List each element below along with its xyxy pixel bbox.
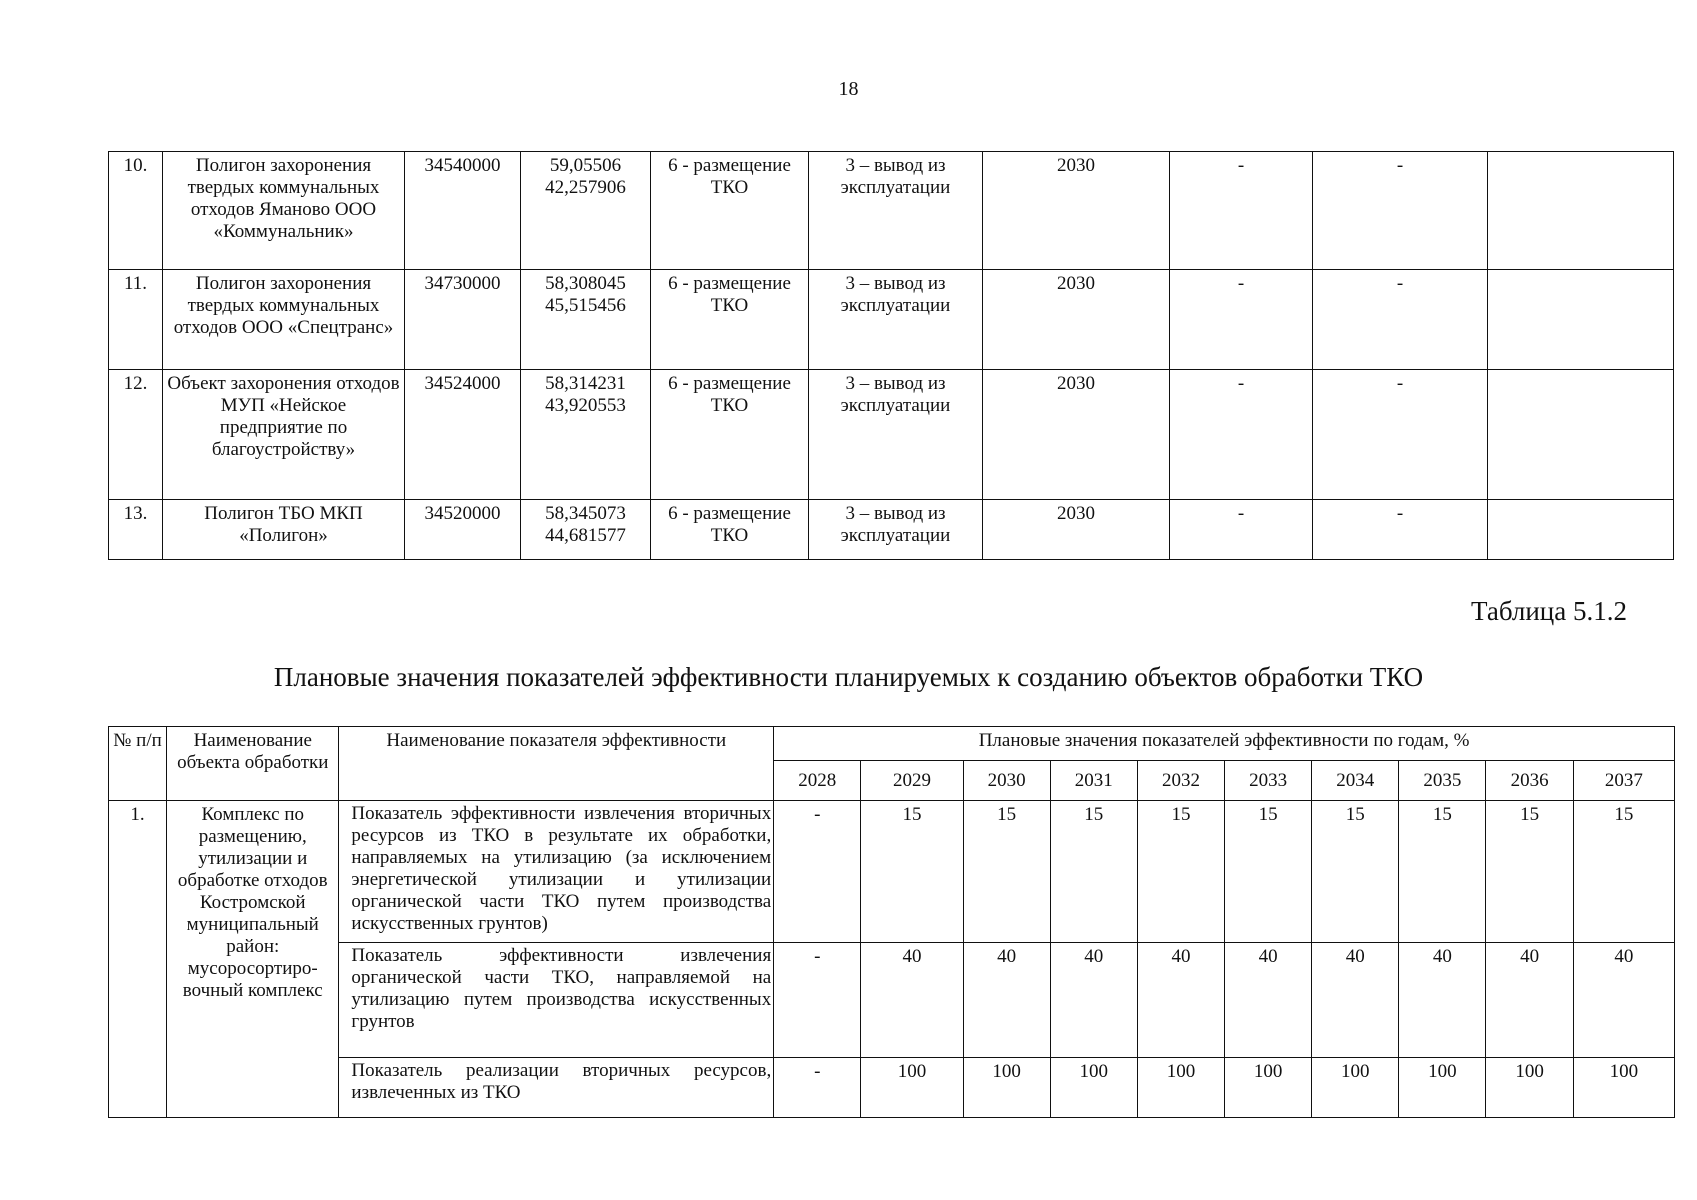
indicator-value: 15 [963,801,1050,943]
object-type: 6 - размещение ТКО [651,500,809,560]
indicator-value: 100 [861,1058,963,1118]
row-number: 12. [109,370,163,500]
coordinate: 44,681577 [545,525,626,546]
year-header: 2036 [1486,761,1573,801]
indicator-value: 15 [1312,801,1399,943]
object-type: 6 - размещение ТКО [651,152,809,270]
indicator-value: 15 [1486,801,1573,943]
indicator-value: 40 [1312,943,1399,1058]
indicator-value: 15 [861,801,963,943]
year-header: 2031 [1050,761,1137,801]
object-name: Полигон ТБО МКП «Полигон» [163,500,405,560]
object-coordinates [521,270,651,370]
indicator-value: 40 [1137,943,1224,1058]
row-number: 1. [109,801,167,1118]
object-type: 6 - размещение ТКО [651,270,809,370]
indicator-value: 15 [1399,801,1486,943]
indicator-value: 100 [1312,1058,1399,1118]
indicators-table [108,726,1675,1118]
coordinate: 45,515456 [545,295,626,316]
cell-col9: - [1313,500,1488,560]
indicator-value: 100 [963,1058,1050,1118]
object-code: 34520000 [405,500,521,560]
page-number: 18 [838,78,859,100]
cell-col8: - [1170,500,1313,560]
indicator-value: 40 [1399,943,1486,1058]
object-status: 3 – вывод из эксплуатации [809,500,983,560]
indicator-value: 40 [963,943,1050,1058]
indicator-value: 100 [1486,1058,1573,1118]
object-type: 6 - размещение ТКО [651,370,809,500]
indicator-value: 100 [1573,1058,1674,1118]
year-header: 2035 [1399,761,1486,801]
indicator-value: 40 [861,943,963,1058]
indicator-name: Показатель эффективности извлечения органической части ТКО, направляемой на утилизацию путем производства искусственных грунтов [339,943,774,1058]
indicator-value: 15 [1137,801,1224,943]
object-code: 34730000 [405,270,521,370]
cell-col10 [1488,370,1674,500]
cell-col8: - [1170,152,1313,270]
year-header: 2033 [1225,761,1312,801]
cell-col10 [1488,270,1674,370]
row-number: 10. [109,152,163,270]
table-row [109,370,1674,500]
row-number: 13. [109,500,163,560]
indicator-row [109,1058,1675,1118]
year-header: 2037 [1573,761,1674,801]
object-status: 3 – вывод из эксплуатации [809,370,983,500]
indicator-value: 100 [1050,1058,1137,1118]
indicator-value: - [774,1058,861,1118]
object-name: Полигон захоронения твердых коммунальных отходов ООО «Спецтранс» [163,270,405,370]
object-status: 3 – вывод из эксплуатации [809,152,983,270]
indicator-value: - [774,943,861,1058]
header-num: № п/п [109,727,167,801]
indicator-row [109,801,1675,943]
table-caption: Таблица 5.1.2 [1471,596,1627,626]
indicator-value: 15 [1050,801,1137,943]
coordinate: 58,345073 [545,503,626,524]
header-indicator: Наименование показателя эффективности [339,727,774,801]
objects-table [108,151,1674,560]
object-coordinates [521,152,651,270]
indicator-value: 100 [1225,1058,1312,1118]
year-header: 2030 [963,761,1050,801]
cell-col8: - [1170,270,1313,370]
indicator-name: Показатель эффективности извлечения вторичных ресурсов из ТКО в результате их обработки, направляемых на утилизацию (за исключением энергетической утилизации и утилизации органической части ТКО путем производства искусственных грунтов) [339,801,774,943]
indicator-value: 40 [1050,943,1137,1058]
year-header: 2034 [1312,761,1399,801]
object-year: 2030 [983,370,1170,500]
coordinate: 42,257906 [545,177,626,198]
cell-col10 [1488,500,1674,560]
coordinate: 59,05506 [549,155,622,176]
header-row [109,727,1675,761]
cell-col10 [1488,152,1674,270]
object-coordinates [521,500,651,560]
year-header: 2032 [1137,761,1224,801]
header-values-group: Плановые значения показателей эффективности по годам, % [774,727,1675,761]
indicator-value: - [774,801,861,943]
indicator-value: 100 [1137,1058,1224,1118]
indicator-value: 40 [1573,943,1674,1058]
object-name: Полигон захоронения твердых коммунальных отходов Ямановo ООО «Коммунальник» [163,152,405,270]
year-header: 2029 [861,761,963,801]
row-number: 11. [109,270,163,370]
object-year: 2030 [983,500,1170,560]
header-object: Наименование объекта обработки [167,727,339,801]
cell-col9: - [1313,270,1488,370]
table-row [109,500,1674,560]
table-row [109,270,1674,370]
indicator-row [109,943,1675,1058]
object-code: 34540000 [405,152,521,270]
table-title: Плановые значения показателей эффективности планируемых к созданию объектов обработки ТКО [273,662,1424,692]
indicator-value: 15 [1225,801,1312,943]
object-code: 34524000 [405,370,521,500]
indicator-value: 40 [1486,943,1573,1058]
year-header: 2028 [774,761,861,801]
coordinate: 58,314231 [545,373,626,394]
indicator-value: 100 [1399,1058,1486,1118]
object-year: 2030 [983,152,1170,270]
cell-col8: - [1170,370,1313,500]
table-row [109,152,1674,270]
indicator-value: 15 [1573,801,1674,943]
object-year: 2030 [983,270,1170,370]
indicator-name: Показатель реализации вторичных ресурсов, извлеченных из ТКО [339,1058,774,1118]
cell-col9: - [1313,152,1488,270]
cell-col9: - [1313,370,1488,500]
object-coordinates [521,370,651,500]
coordinate: 43,920553 [545,395,626,416]
indicator-value: 40 [1225,943,1312,1058]
object-status: 3 – вывод из эксплуатации [809,270,983,370]
object-name: Объект захоронения отходов МУП «Нейское предприятие по благоустройству» [163,370,405,500]
processing-object-name: Комплекс по размещению, утилизации и обработке отходов Костромской муниципальный район: мусоросортиро-вочный комплекс [167,801,339,1118]
coordinate: 58,308045 [545,273,626,294]
